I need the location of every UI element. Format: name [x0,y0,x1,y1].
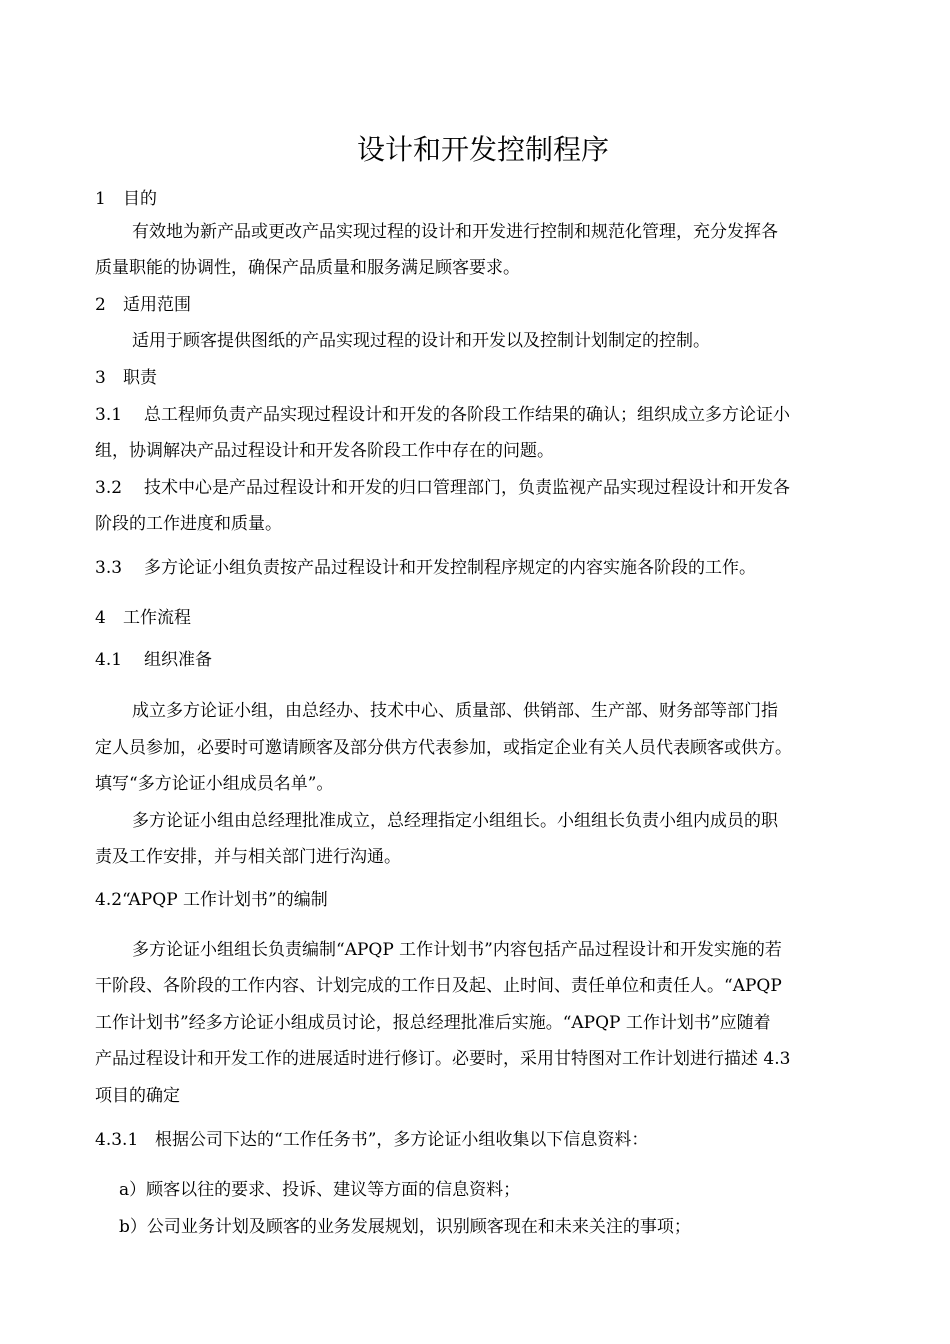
section-4-3-1 [95,1122,873,1158]
section-number: 3.2 [95,478,123,498]
section-number: 1 [95,189,106,209]
section-4-1-heading [95,642,873,678]
section-heading: 组织准备 [144,650,212,670]
paragraph-text: 技术中心是产品过程设计和开发的归口管理部门，负责监视产品实现过程设计和开发各 [144,478,790,498]
list-item-a: a）顾客以往的要求、投诉、建议等方面的信息资料； [119,1180,521,1200]
paragraph-text: 多方论证小组负责按产品过程设计和开发控制程序规定的内容实施各阶段的工作。 [144,558,756,578]
section-4-2-p1-line1: 多方论证小组组长负责编制“APQP 工作计划书”内容包括产品过程设计和开发实施的若 [132,940,782,960]
section-3-1-line2: 组，协调解决产品过程设计和开发各阶段工作中存在的问题。 [95,441,554,461]
section-number: 3 [95,368,106,388]
section-4-1-p1-line3: 填写“多方论证小组成员名单”。 [95,774,334,794]
section-heading: 工作流程 [123,608,191,628]
list-item-b: b）公司业务计划及顾客的业务发展规划，识别顾客现在和未来关注的事项； [119,1217,691,1237]
section-heading: 适用范围 [123,295,191,315]
section-4-1-p1-line2: 定人员参加，必要时可邀请顾客及部分供方代表参加，或指定企业有关人员代表顾客或供方。 [95,738,792,758]
section-1-body-line2: 质量职能的协调性，确保产品质量和服务满足顾客要求。 [95,258,520,278]
section-number: 3.3 [95,558,123,578]
section-number: 4 [95,608,106,628]
section-2-body: 适用于顾客提供图纸的产品实现过程的设计和开发以及控制计划制定的控制。 [132,331,710,351]
section-3-1-line1 [95,397,873,433]
section-1-body-line1: 有效地为新产品或更改产品实现过程的设计和开发进行控制和规范化管理，充分发挥各 [132,222,778,242]
section-number: 2 [95,295,106,315]
section-4-2-p1-line4: 产品过程设计和开发工作的进展适时进行修订。必要时，采用甘特图对工作计划进行描述 4.3 [95,1049,791,1069]
section-4-2-heading: 4.2“APQP 工作计划书”的编制 [95,890,328,910]
section-heading: 职责 [123,368,157,388]
section-heading: 目的 [123,189,157,209]
section-3-2-line1 [95,470,873,506]
section-4-2-p1-line3: 工作计划书”经多方论证小组成员讨论，报总经理批准后实施。“APQP 工作计划书”应随着 [95,1013,771,1033]
section-3-heading [95,360,873,396]
section-4-1-p2-line1: 多方论证小组由总经理批准成立，总经理指定小组组长。小组组长负责小组内成员的职 [132,811,778,831]
paragraph-text: 总工程师负责产品实现过程设计和开发的各阶段工作结果的确认；组织成立多方论证小 [144,405,790,425]
document-title: 设计和开发控制程序 [356,133,609,166]
section-number: 3.1 [95,405,123,425]
paragraph-text: 根据公司下达的“工作任务书”，多方论证小组收集以下信息资料： [155,1130,649,1150]
section-4-1-p2-line2: 责及工作安排，并与相关部门进行沟通。 [95,847,401,867]
section-number: 4.1 [95,650,123,670]
section-3-3-line1 [95,550,873,586]
section-4-2-p1-line2: 干阶段、各阶段的工作内容、计划完成的工作日及起、止时间、责任单位和责任人。“APQP [95,976,782,996]
section-3-2-line2: 阶段的工作进度和质量。 [95,514,282,534]
section-4-1-p1-line1: 成立多方论证小组，由总经办、技术中心、质量部、供销部、生产部、财务部等部门指 [132,701,778,721]
section-4-2-p1-line5: 项目的确定 [95,1086,180,1106]
section-2-heading [95,287,873,323]
section-number: 4.3.1 [95,1130,139,1150]
section-1-heading [95,181,873,217]
section-4-heading [95,600,873,636]
